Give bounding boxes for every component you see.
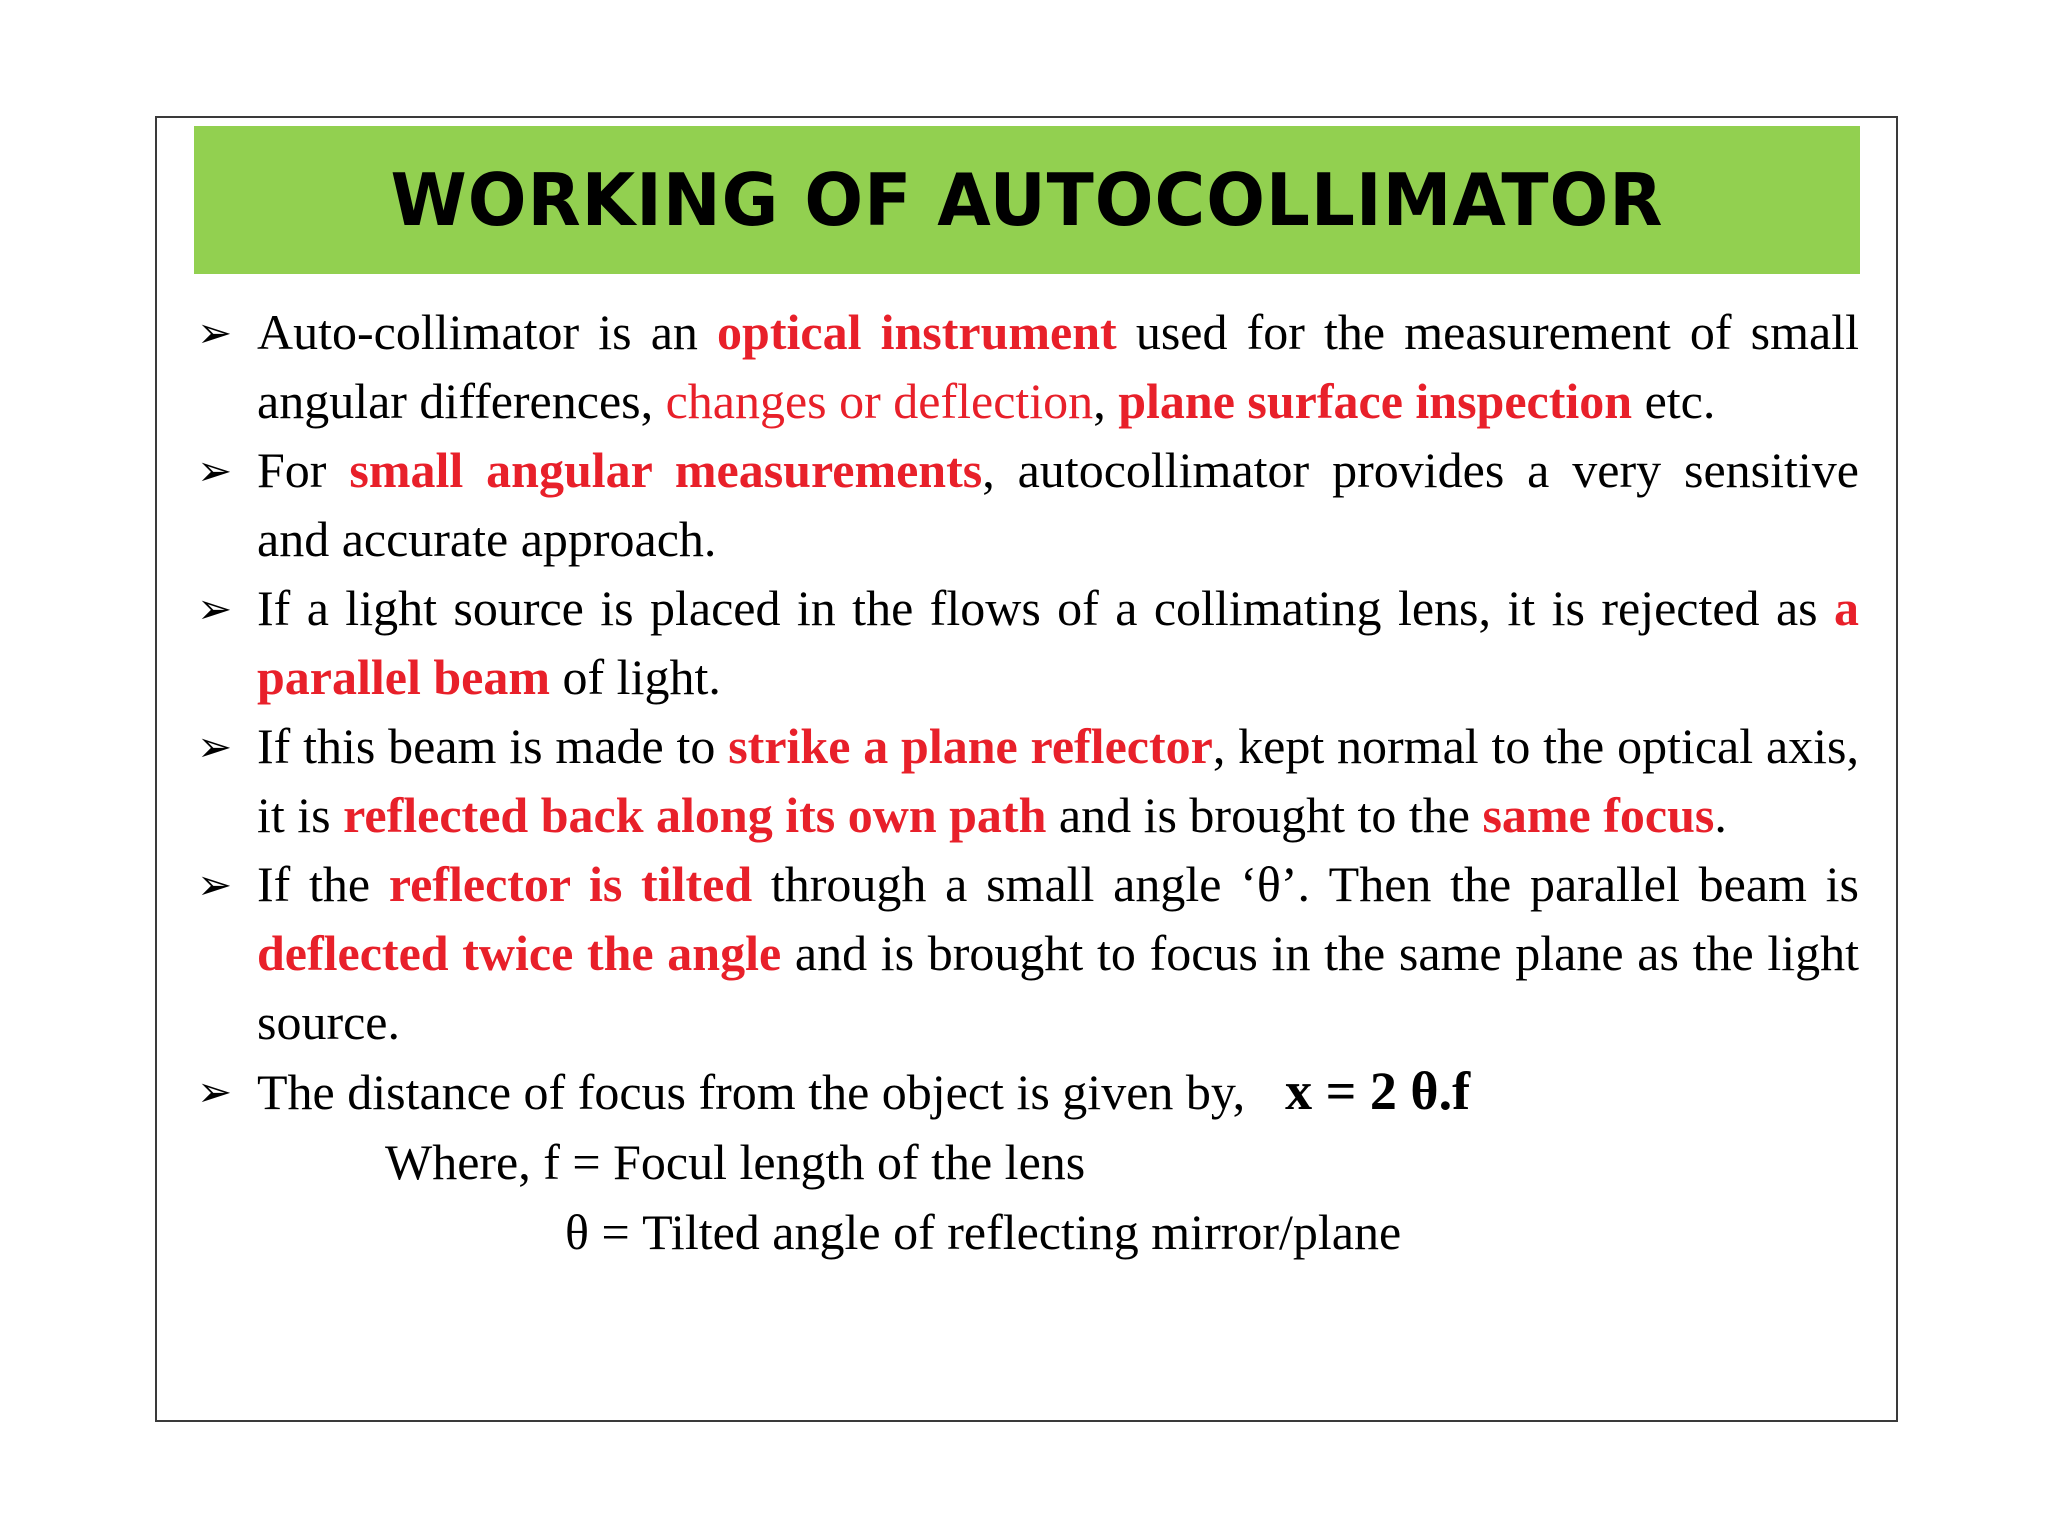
bullet-text: , bbox=[1093, 373, 1119, 429]
bullet-text: of light. bbox=[550, 649, 721, 705]
bullet-arrow-icon: ➢ bbox=[197, 1067, 233, 1116]
bullet-text: If the bbox=[257, 856, 389, 912]
bullet-item bbox=[197, 436, 1859, 574]
bullet-arrow-icon: ➢ bbox=[197, 446, 233, 495]
bullet-item bbox=[197, 574, 1859, 712]
highlight-text: changes or deflection bbox=[665, 373, 1094, 429]
bullet-text: Auto-collimator is an bbox=[257, 304, 718, 360]
highlight-text: deflected twice the angle bbox=[257, 925, 782, 981]
bullet-text: , autocollimator provides a very sensitive and accurate approach. bbox=[257, 442, 1859, 567]
bullet-arrow-icon: ➢ bbox=[197, 584, 233, 633]
highlight-text: same focus bbox=[1482, 787, 1715, 843]
bullet-arrow-icon: ➢ bbox=[197, 722, 233, 771]
bullet-text: The distance of focus from the object is given by, bbox=[257, 1064, 1246, 1120]
where-line-focal-length: Where, f = Focul length of the lens bbox=[385, 1134, 1086, 1190]
highlight-text: small angular measurements bbox=[349, 442, 983, 498]
bullet-text: through a small angle ‘θ’. Then the parallel beam is bbox=[752, 856, 1859, 912]
highlight-text: reflected back along its own path bbox=[343, 787, 1047, 843]
highlight-text: reflector is tilted bbox=[388, 856, 753, 912]
bullet-text: . bbox=[1714, 787, 1727, 843]
formula: x = 2 θ.f bbox=[1285, 1061, 1471, 1121]
slide-frame bbox=[155, 116, 1898, 1422]
highlight-text: plane surface inspection bbox=[1118, 373, 1633, 429]
title-banner bbox=[194, 126, 1860, 274]
bullet-text: , kept normal to the optical axis, it is bbox=[257, 718, 1859, 843]
bullet-text: For bbox=[257, 442, 350, 498]
bullet-text: etc. bbox=[1632, 373, 1716, 429]
highlight-text: optical instrument bbox=[717, 304, 1117, 360]
bullet-item bbox=[197, 850, 1859, 1057]
where-line-tilt-angle: θ = Tilted angle of reflecting mirror/plane bbox=[565, 1204, 1402, 1260]
bullet-arrow-icon: ➢ bbox=[197, 860, 233, 909]
highlight-text: strike a plane reflector bbox=[728, 718, 1213, 774]
slide-title: WORKING OF AUTOCOLLIMATOR bbox=[390, 158, 1664, 242]
bullet-text: and is brought to focus in the same plane as the light source. bbox=[257, 925, 1860, 1050]
bullet-item bbox=[197, 1057, 1859, 1127]
bullet-item bbox=[197, 712, 1859, 850]
bullet-item bbox=[197, 298, 1859, 436]
highlight-text: a parallel beam bbox=[257, 580, 1859, 705]
bullet-list bbox=[197, 298, 1859, 1267]
bullet-text: used for the measurement of small angular differences, bbox=[257, 304, 1859, 429]
bullet-text: and is brought to the bbox=[1046, 787, 1483, 843]
bullet-text: If this beam is made to bbox=[257, 718, 729, 774]
bullet-arrow-icon: ➢ bbox=[197, 308, 233, 357]
bullet-text: If a light source is placed in the flows of a collimating lens, it is rejected as bbox=[257, 580, 1834, 636]
